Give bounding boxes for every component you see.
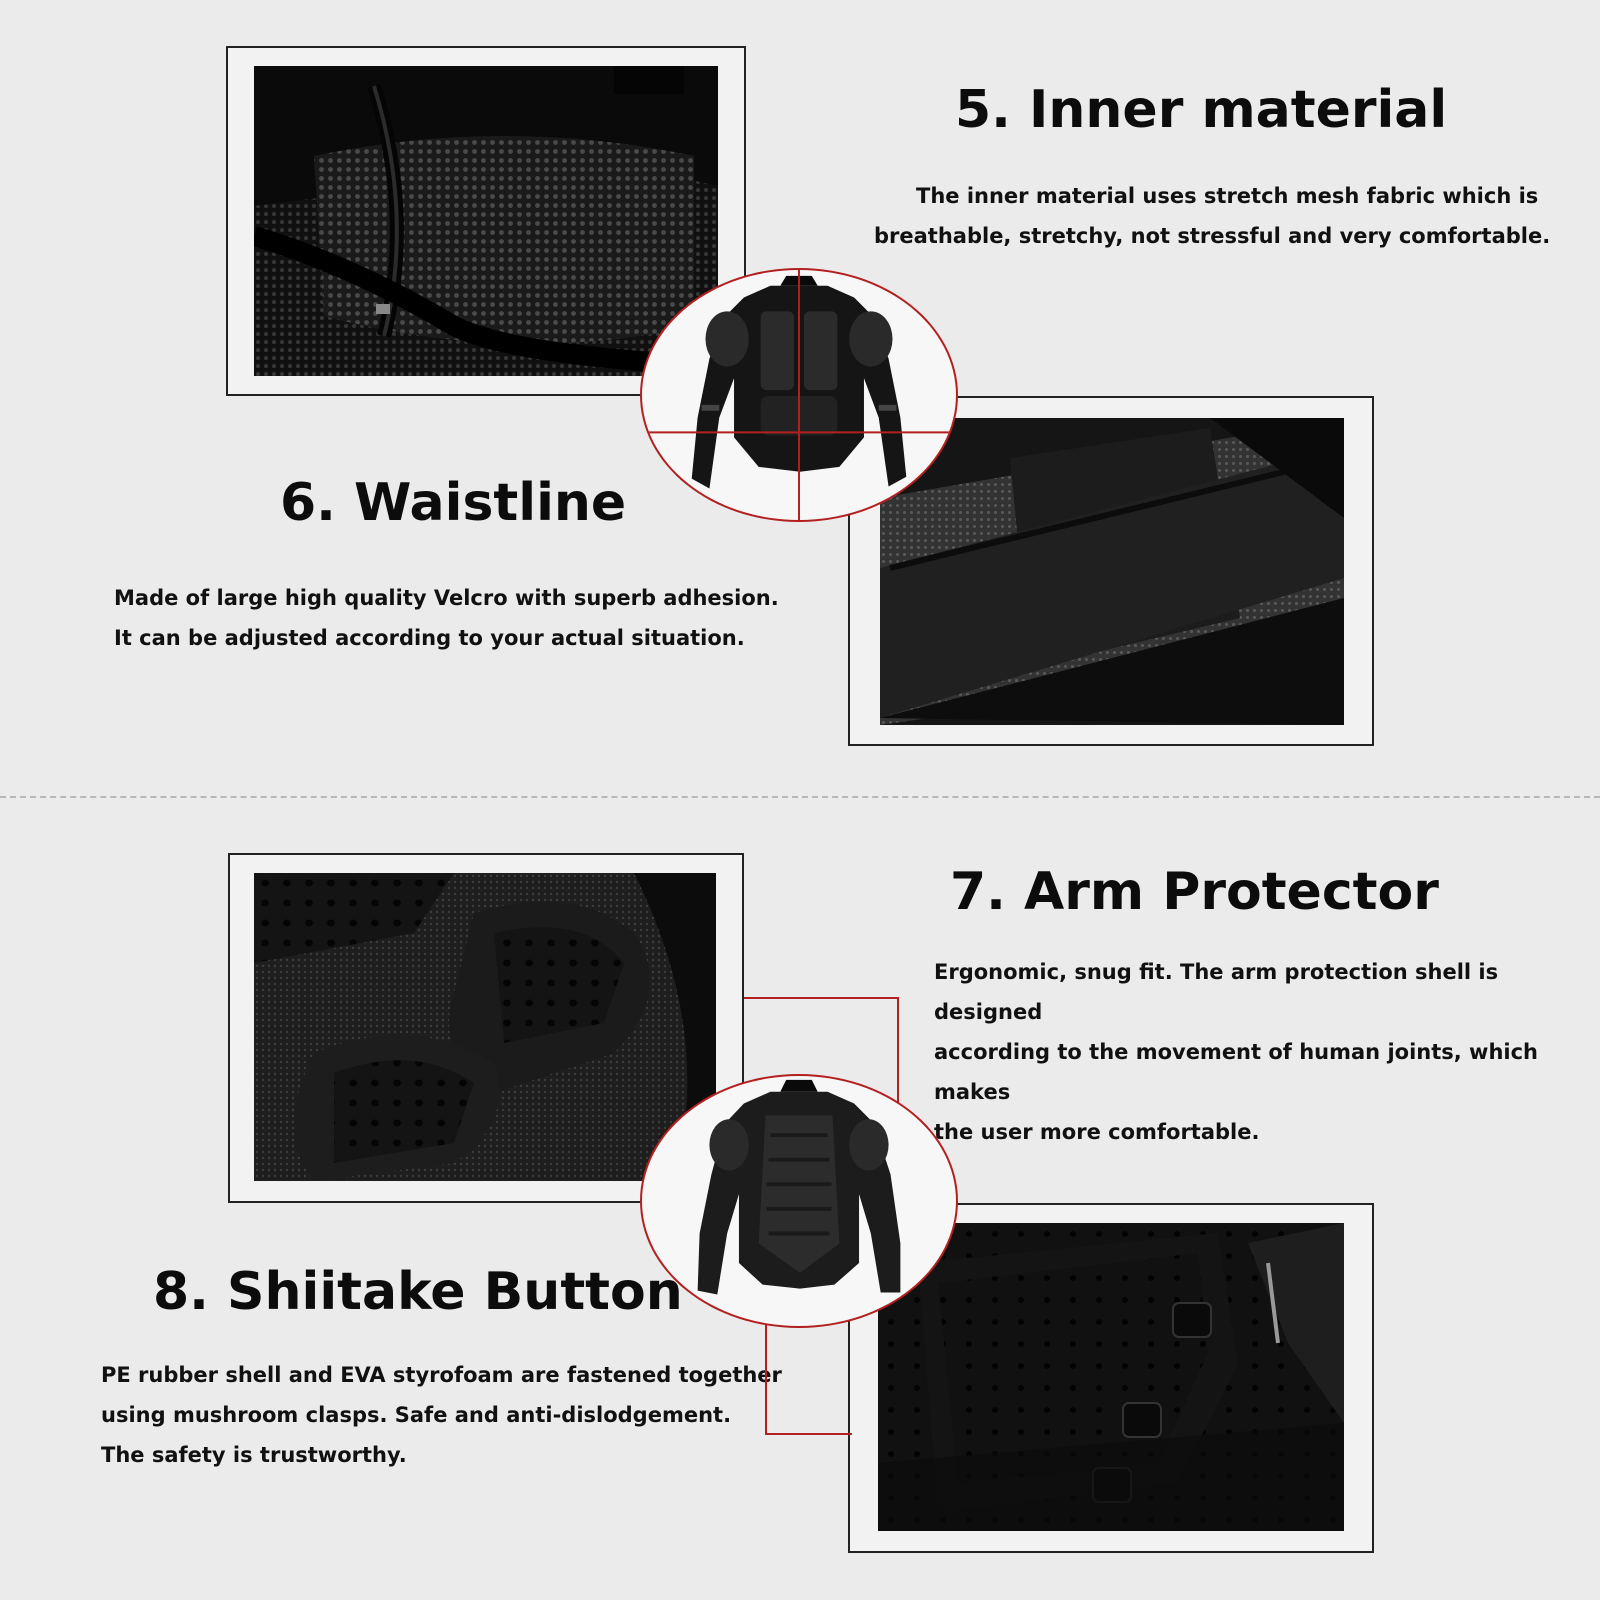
shiitake-button-line-3: The safety is trustworthy. bbox=[101, 1443, 407, 1467]
jacket-front-circle bbox=[640, 268, 958, 522]
shiitake-button-title: 8. Shiitake Button bbox=[153, 1262, 683, 1322]
section-divider bbox=[0, 796, 1600, 798]
arm-protector-line-1: Ergonomic, snug fit. The arm protection shell is designed bbox=[934, 960, 1499, 1024]
inner-material-title: 5. Inner material bbox=[955, 80, 1448, 140]
waistline-title: 6. Waistline bbox=[280, 473, 627, 533]
waistline-line-1: Made of large high quality Velcro with superb adhesion. bbox=[114, 586, 779, 610]
arm-protector-line-2: according to the movement of human joints, which makes bbox=[934, 1040, 1538, 1104]
shiitake-button-description bbox=[101, 1355, 821, 1475]
waistline-line-2: It can be adjusted according to your actual situation. bbox=[114, 626, 745, 650]
jacket-back-illustration bbox=[698, 1080, 901, 1295]
inner-material-description bbox=[874, 176, 1574, 256]
inner-material-line-2: breathable, stretchy, not stressful and very comfortable. bbox=[874, 224, 1551, 248]
shiitake-button-line-1: PE rubber shell and EVA styrofoam are fastened together bbox=[101, 1363, 782, 1387]
arm-protector-description bbox=[934, 952, 1594, 1152]
inner-material-line-1: The inner material uses stretch mesh fabric which is bbox=[916, 184, 1539, 208]
jacket-back-circle bbox=[640, 1074, 958, 1328]
waistline-description bbox=[114, 578, 834, 658]
shiitake-button-line-2: using mushroom clasps. Safe and anti-dislodgement. bbox=[101, 1403, 732, 1427]
arm-protector-line-3: the user more comfortable. bbox=[934, 1120, 1260, 1144]
arm-protector-title: 7. Arm Protector bbox=[950, 862, 1439, 922]
shiitake-button-photo bbox=[878, 1223, 1344, 1531]
inner-material-photo bbox=[254, 66, 718, 376]
arm-protector-photo bbox=[254, 873, 716, 1181]
waistline-photo bbox=[880, 418, 1344, 725]
